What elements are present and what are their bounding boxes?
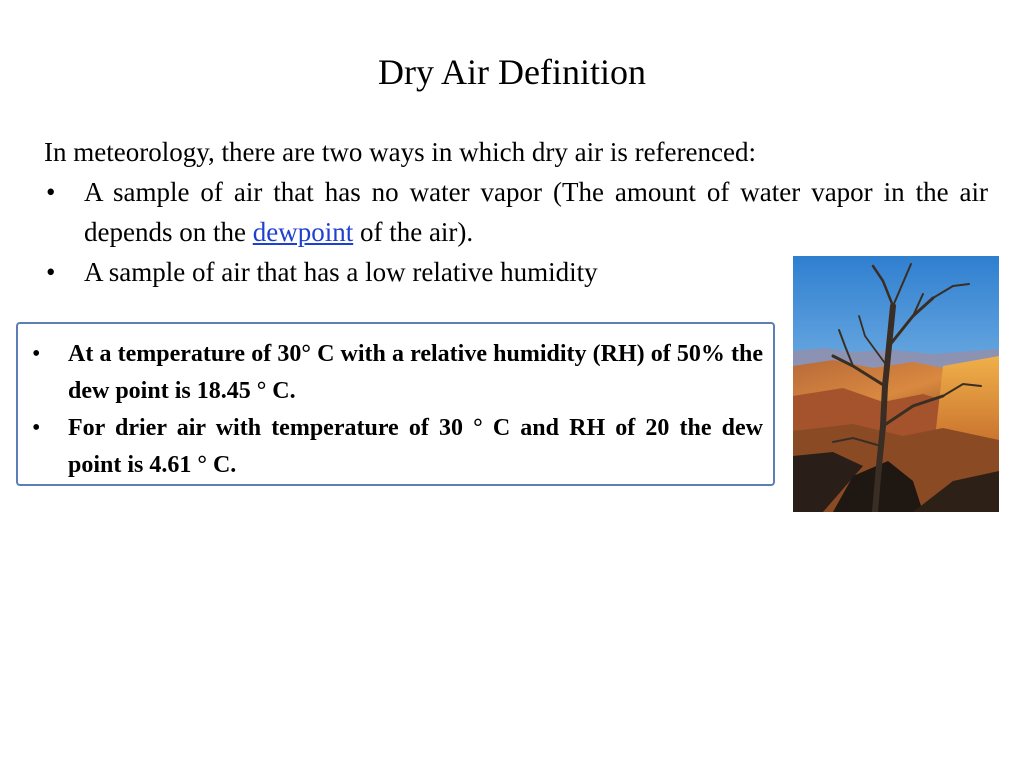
dew-point-callout — [16, 322, 775, 486]
list-item — [28, 410, 763, 484]
callout-list — [18, 324, 773, 484]
callout-text: For drier air with temperature of 30 ° C and RH of 20 the dew point is 4.61 ° C. — [68, 415, 763, 478]
bullet-icon: • — [46, 177, 56, 207]
list-item — [28, 336, 763, 410]
bullet-icon: • — [32, 341, 41, 367]
bullet-text: A sample of air that has a low relative humidity — [84, 257, 598, 287]
bullet-text-after: of the air). — [353, 217, 474, 247]
callout-text: At a temperature of 30° C with a relative humidity (RH) of 50% the dew point is 18.45 ° C. — [68, 341, 763, 404]
slide-title: Dry Air Definition — [378, 52, 646, 92]
list-item — [44, 252, 784, 292]
list-item — [44, 172, 988, 252]
bullet-icon: • — [32, 415, 41, 441]
canyon-tree-photo — [793, 256, 999, 512]
bullet-text-before: A sample of air that has no water vapor (The amount of water vapor in the air depends on the — [84, 177, 988, 247]
dewpoint-link[interactable]: dewpoint — [252, 217, 354, 247]
bullet-icon: • — [46, 257, 56, 287]
intro-text: In meteorology, there are two ways in which dry air is referenced: — [44, 137, 756, 167]
